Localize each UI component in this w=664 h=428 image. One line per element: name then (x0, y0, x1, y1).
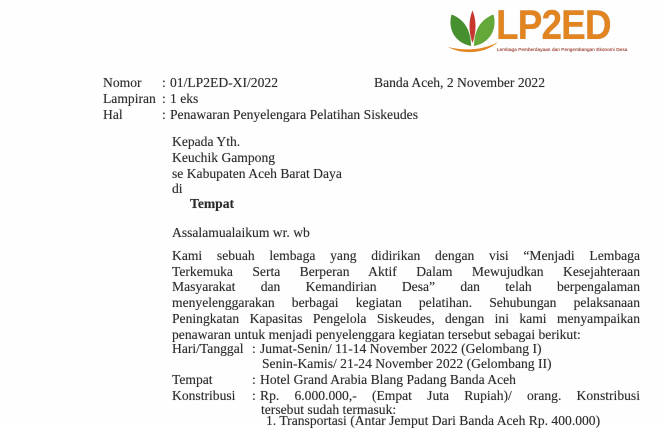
leaf-center-red (470, 11, 476, 44)
logo-wordmark: LP2ED (496, 1, 611, 48)
body-line: Peningkatan Kapasitas Pengelola Siskeudes, dengan ini kami menyampaikan (172, 310, 640, 326)
meta-row-lampiran (103, 91, 198, 106)
body-line: menyelenggarakan berbagai kegiatan pelatihan. Sehubungan pelaksanaan (172, 295, 640, 311)
hari-tanggal-value-2: Senin-Kamis/ 21-24 November 2022 (Gelombang II) (262, 356, 552, 371)
leaf-left (450, 15, 471, 47)
hari-tanggal-value-1: Jumat-Senin/ 11-14 November 2022 (Gelombang I) (260, 340, 542, 356)
recipient-line: di (172, 181, 183, 196)
colon-separator: : (252, 387, 256, 403)
dateline: Banda Aceh, 2 November 2022 (374, 75, 546, 90)
body-line: Kami sebuah lembaga yang didirikan dengan visi “Menjadi Lembaga (172, 248, 640, 263)
clipped-list-item: 1. Transportasi (Antar Jemput Dari Banda Aceh Rp. 400.000) (266, 413, 601, 428)
recipient-line: Keuchik Gampong (172, 150, 276, 165)
recipient-line: se Kabupaten Aceh Barat Daya (172, 165, 342, 181)
detail-row-konstribusi (172, 388, 260, 403)
colon-separator: : (252, 372, 256, 387)
hari-tanggal-label: Hari/Tanggal (172, 340, 244, 356)
logo-tagline: Lembaga Pemberdayaan dan Pengembangan Ekonomi Desa (497, 47, 628, 52)
nomor-value: 01/LP2ED-XI/2022 (170, 75, 278, 90)
nomor-label: Nomor (103, 75, 142, 90)
colon-separator: : (162, 91, 166, 106)
recipient-place-emphasis: Tempat (190, 195, 235, 211)
recipient-line: Kepada Yth. (172, 134, 241, 149)
body-line: Masyarakat dan Kemandirian Desa” dan telah berpengalaman (172, 279, 640, 295)
konstribusi-label: Konstribusi (172, 387, 236, 403)
leaf-swoosh (448, 42, 498, 52)
lampiran-value: 1 eks (170, 91, 199, 106)
meta-row-hal (103, 107, 418, 122)
body-line: penawaran untuk menjadi penyelenggara kegiatan tersebut sebagai berikut: (172, 326, 581, 342)
colon-separator: : (162, 75, 166, 90)
meta-row-nomor (103, 75, 278, 90)
salutation: Assalamualaikum wr. wb (172, 224, 310, 240)
detail-row-hari-tanggal (172, 341, 542, 356)
konstribusi-value-continued: tersebut sudah termasuk: (261, 402, 397, 417)
konstribusi-value: Rp. 6.000.000,- (Empat Juta Rupiah)/ orang. Konstribusi (260, 387, 640, 403)
colon-separator: : (252, 340, 256, 356)
tempat-label: Tempat (172, 372, 213, 387)
leaf-right (474, 15, 495, 47)
colon-separator: : (162, 107, 166, 122)
tempat-value: Hotel Grand Arabia Blang Padang Banda Aceh (260, 372, 516, 387)
hal-label: Hal (103, 107, 123, 122)
letterhead-logo (447, 1, 628, 57)
lampiran-label: Lampiran (103, 91, 156, 106)
detail-row-tempat (172, 372, 516, 387)
hal-value: Penawaran Penyelengara Pelatihan Siskeudes (170, 107, 419, 122)
logo-leaf-icon (447, 9, 499, 55)
body-line: Terkemuka Serta Berperan Aktif Dalam Mewujudkan Kesejahteraan (172, 263, 640, 279)
